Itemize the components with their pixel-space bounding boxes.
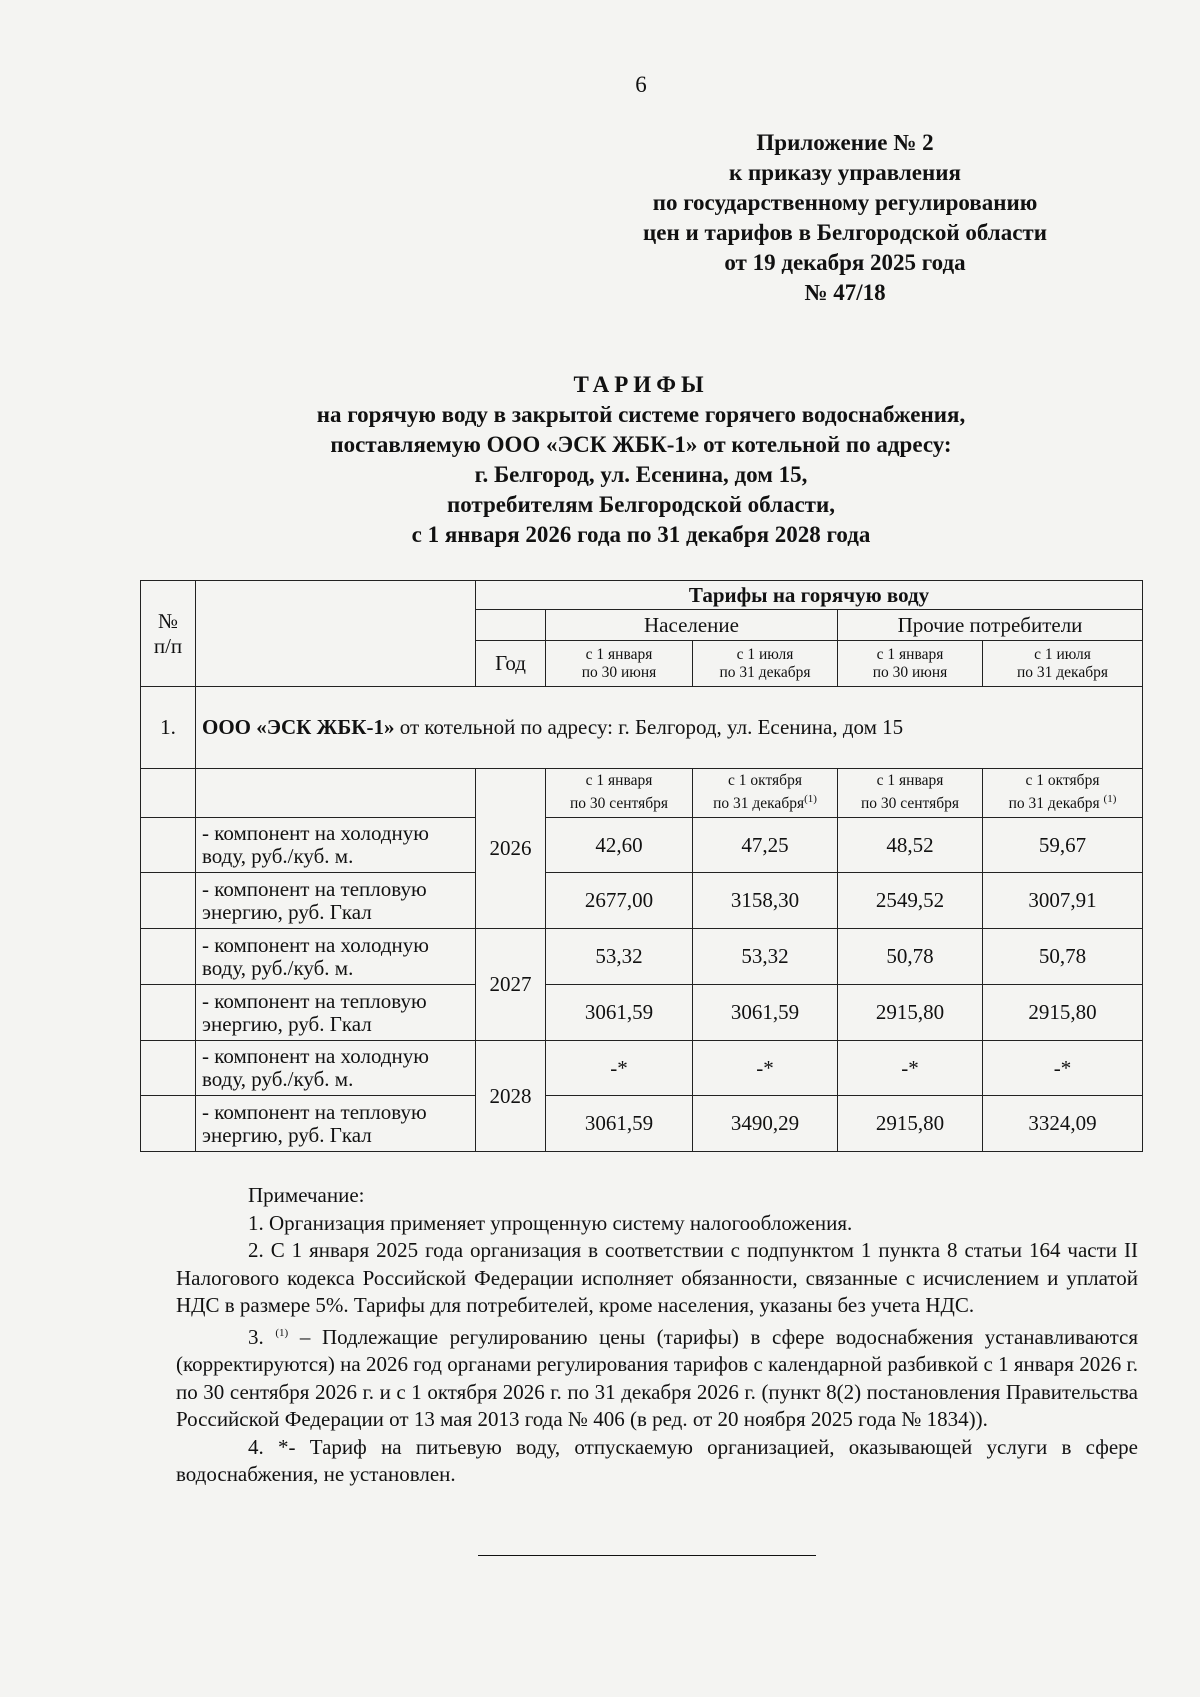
appendix-line: к приказу управления bbox=[729, 160, 961, 185]
cold-water-label: - компонент на холодную воду, руб./куб. м. bbox=[196, 1041, 476, 1096]
blank-cell bbox=[141, 1096, 196, 1152]
tariff-value: 53,32 bbox=[546, 929, 693, 985]
year-cell: 2027 bbox=[476, 929, 546, 1041]
tariff-table bbox=[140, 580, 1143, 1152]
notes-heading: Примечание: bbox=[248, 1183, 365, 1207]
tariff-value: 3061,59 bbox=[693, 985, 838, 1041]
tariff-value: 3158,30 bbox=[693, 873, 838, 929]
tariff-value: 2915,80 bbox=[983, 985, 1143, 1041]
blank-cell bbox=[476, 610, 546, 641]
period-header: с 1 июля по 31 декабря bbox=[983, 641, 1143, 687]
blank-cell bbox=[141, 985, 196, 1041]
appendix-line: цен и тарифов в Белгородской области bbox=[643, 220, 1047, 245]
page-number: 6 bbox=[635, 72, 647, 97]
notes-section bbox=[176, 1182, 1138, 1489]
appendix-line: от 19 декабря 2025 года bbox=[724, 250, 966, 275]
blank-cell bbox=[141, 873, 196, 929]
population-header: Население bbox=[546, 610, 838, 641]
cold-water-label: - компонент на холодную воду, руб./куб. м. bbox=[196, 818, 476, 873]
tariff-value: 3007,91 bbox=[983, 873, 1143, 929]
period-header: с 1 июля по 31 декабря bbox=[693, 641, 838, 687]
note-2: 2. С 1 января 2025 года организация в соответствии с подпунктом 1 пункта 8 статьи 164 части II Налогового кодекса Российской Федерации исполняет обязанности, связанные с исчислением и уплатой НДС в размере 5%. Тарифы для потребителей, кроме населения, указаны без учета НДС. bbox=[176, 1238, 1138, 1317]
year-cell: 2028 bbox=[476, 1041, 546, 1152]
tariff-value: 3061,59 bbox=[546, 1096, 693, 1152]
document-title bbox=[0, 370, 1200, 550]
blank-cell bbox=[141, 818, 196, 873]
note-1: 1. Организация применяет упрощенную систему налогообложения. bbox=[248, 1210, 853, 1235]
tariff-value: 48,52 bbox=[838, 818, 983, 873]
blank-cell bbox=[141, 1041, 196, 1096]
title-line: поставляемую ООО «ЭСК ЖБК-1» от котельной по адресу: bbox=[330, 432, 952, 457]
sub-period-header: с 1 января по 30 сентября bbox=[546, 769, 693, 818]
title-line: г. Белгород, ул. Есенина, дом 15, bbox=[474, 462, 808, 487]
blank-cell bbox=[196, 769, 476, 818]
note-4: 4. *- Тариф на питьевую воду, отпускаемую организацией, оказывающей услуги в сфере водоснабжения, не установлен. bbox=[176, 1434, 1138, 1486]
year-cell: 2026 bbox=[476, 769, 546, 929]
period-header: с 1 января по 30 июня bbox=[546, 641, 693, 687]
appendix-line: по государственному регулированию bbox=[652, 190, 1038, 215]
period-header: с 1 января по 30 июня bbox=[838, 641, 983, 687]
year-header: Год bbox=[476, 641, 546, 687]
sub-period-header: с 1 октября по 31 декабря$^{(1)}$ bbox=[693, 769, 838, 818]
title-line: потребителям Белгородской области, bbox=[446, 492, 835, 517]
tariff-value: 3324,09 bbox=[983, 1096, 1143, 1152]
title-line: с 1 января 2026 года по 31 декабря 2028 года bbox=[411, 522, 871, 547]
sub-period-header: с 1 октября по 31 декабря $^{(1)}$ bbox=[983, 769, 1143, 818]
row-number: 1. bbox=[141, 687, 196, 769]
tariff-value: 47,25 bbox=[693, 818, 838, 873]
main-header: Тарифы на горячую воду bbox=[476, 581, 1143, 610]
blank-cell bbox=[141, 769, 196, 818]
tariff-value: 2677,00 bbox=[546, 873, 693, 929]
sub-period-header: с 1 января по 30 сентября bbox=[838, 769, 983, 818]
blank-cell bbox=[141, 929, 196, 985]
tariff-value: 3061,59 bbox=[546, 985, 693, 1041]
organization-row: ООО «ЭСК ЖБК-1» от котельной по адресу: г. Белгород, ул. Есенина, дом 15 bbox=[196, 687, 1143, 769]
heat-energy-label: - компонент на тепловую энергию, руб. Гкал bbox=[196, 873, 476, 929]
note-3: 3. $^{(1)}$ – Подлежащие регулированию цены (тарифы) в сфере водоснабжения устанавливаются (корректируются) на 2026 год органами регулирования тарифов с календарной разбивкой с 1 января 2026 г. по 30 сентября 2026 г. и с 1 октября 2026 г. по 31 декабря 2026 г. (пункт 8(2) постановления Правительства Российской Федерации от 13 мая 2013 года № 406 (в ред. от 20 ноября 2025 года № 1834)). bbox=[176, 1324, 1138, 1431]
heat-energy-label: - компонент на тепловую энергию, руб. Гкал bbox=[196, 1096, 476, 1152]
tariff-value: 50,78 bbox=[983, 929, 1143, 985]
tariff-value: 59,67 bbox=[983, 818, 1143, 873]
tariff-value: -* bbox=[983, 1041, 1143, 1096]
number-header: № п/п bbox=[141, 581, 196, 687]
other-consumers-header: Прочие потребители bbox=[838, 610, 1143, 641]
tariff-value: 2915,80 bbox=[838, 985, 983, 1041]
tariff-value: 53,32 bbox=[693, 929, 838, 985]
tariff-value: 2549,52 bbox=[838, 873, 983, 929]
heat-energy-label: - компонент на тепловую энергию, руб. Гкал bbox=[196, 985, 476, 1041]
tariff-value: 50,78 bbox=[838, 929, 983, 985]
tariff-value: 42,60 bbox=[546, 818, 693, 873]
tariff-value: 2915,80 bbox=[838, 1096, 983, 1152]
blank-header bbox=[196, 581, 476, 687]
title-line: на горячую воду в закрытой системе горячего водоснабжения, bbox=[316, 402, 966, 427]
tariff-value: -* bbox=[693, 1041, 838, 1096]
tariff-value: -* bbox=[838, 1041, 983, 1096]
closing-rule bbox=[478, 1555, 816, 1556]
appendix-line: № 47/18 bbox=[804, 280, 886, 305]
appendix-block bbox=[595, 128, 1095, 308]
cold-water-label: - компонент на холодную воду, руб./куб. м. bbox=[196, 929, 476, 985]
tariff-value: -* bbox=[546, 1041, 693, 1096]
title-heading: ТАРИФЫ bbox=[573, 372, 709, 397]
appendix-line: Приложение № 2 bbox=[756, 130, 934, 155]
tariff-value: 3490,29 bbox=[693, 1096, 838, 1152]
